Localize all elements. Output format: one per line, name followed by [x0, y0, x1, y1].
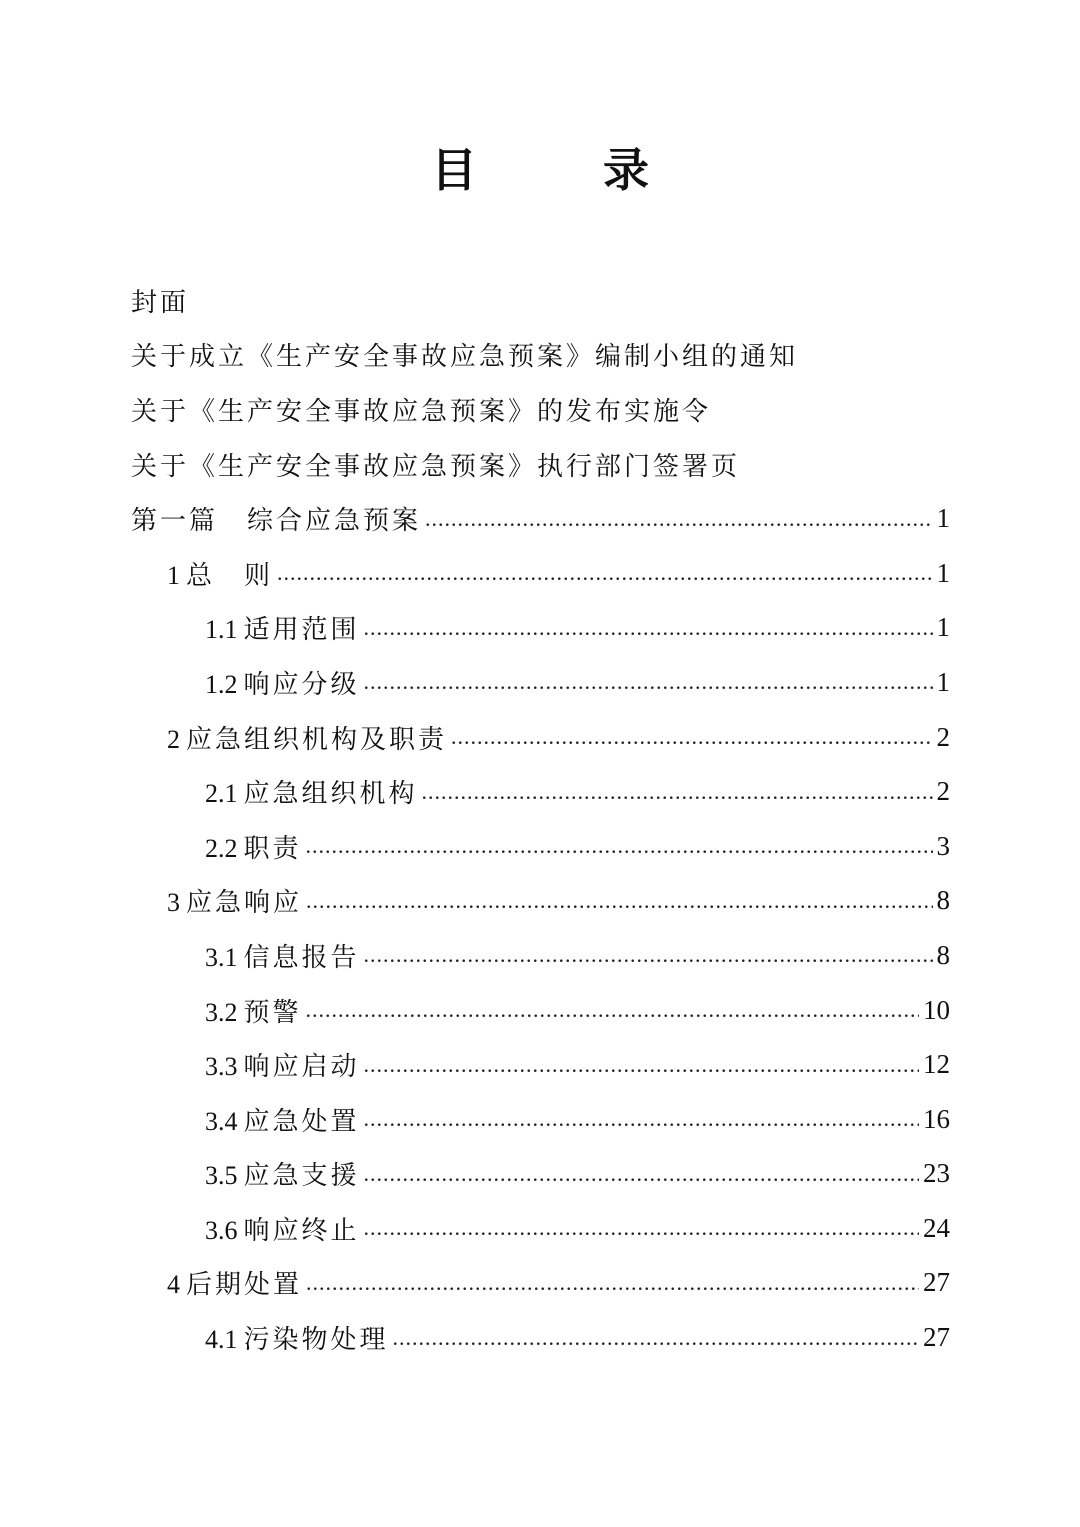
toc-entry-label: 应急组织机构 [243, 779, 418, 810]
toc-leader-dots [364, 1106, 919, 1132]
toc-front-label: 封面 [131, 287, 190, 318]
toc-entry-number: 3.3 [205, 1052, 238, 1082]
toc-leader-dots [393, 1325, 919, 1351]
toc-entry-label: 应急组织机构及职责 [186, 724, 448, 755]
toc-page-number: 8 [936, 939, 950, 970]
toc-page-number: 24 [923, 1212, 950, 1243]
toc-page-number: 2 [936, 776, 950, 807]
toc-leader-dots [306, 833, 933, 859]
toc-leader-dots [364, 669, 933, 695]
toc-leader-dots [306, 997, 919, 1023]
toc-entry-section-3-2[interactable] [131, 983, 950, 1038]
toc-page-number: 1 [936, 557, 950, 588]
toc-entry-section-3[interactable] [131, 874, 950, 929]
toc-entry-label: 应急支援 [243, 1161, 360, 1192]
toc-leader-dots [306, 1270, 919, 1296]
toc-page-number: 2 [936, 721, 950, 752]
toc-front-item-notice[interactable] [131, 328, 950, 383]
toc-entry-label: 响应终止 [243, 1215, 360, 1246]
toc-front-item-cover[interactable] [131, 273, 950, 328]
toc-front-label: 关于成立《生产安全事故应急预案》编制小组的通知 [131, 342, 799, 373]
toc-leader-dots [364, 942, 933, 968]
toc-leader-dots [364, 615, 933, 641]
toc-page-number: 8 [936, 885, 950, 916]
toc-leader-dots [364, 1215, 919, 1241]
toc-leader-dots [277, 560, 932, 586]
toc-leader-dots [422, 779, 933, 805]
toc-front-item-signatures[interactable] [131, 437, 950, 492]
toc-entry-number: 1 [167, 560, 180, 590]
toc-entry-number: 1.1 [205, 615, 238, 645]
toc-entry-label: 职责 [243, 833, 302, 864]
toc-entry-number: 3.5 [205, 1161, 238, 1191]
toc-page-number: 1 [936, 503, 950, 534]
toc-entry-label: 适用范围 [243, 615, 360, 646]
toc-entry-label: 预警 [243, 997, 302, 1028]
toc-entry-label: 污染物处理 [243, 1325, 389, 1356]
toc-entry-section-1-1[interactable] [131, 601, 950, 656]
toc-entry-number: 2.2 [205, 833, 238, 863]
toc-entry-section-1-2[interactable] [131, 655, 950, 710]
toc-entry-label: 响应分级 [243, 669, 360, 700]
toc-entry-number: 2 [167, 724, 180, 754]
page-title: 目 录 [431, 143, 689, 197]
toc-entry-number: 3 [167, 888, 180, 918]
toc-page-number: 23 [923, 1158, 950, 1189]
toc-entry-label: 总 则 [186, 560, 274, 591]
toc-entry-section-3-5[interactable] [131, 1147, 950, 1202]
toc-entry-number: 4 [167, 1270, 180, 1300]
toc-entry-number: 3.4 [205, 1106, 238, 1136]
toc-entry-number: 1.2 [205, 669, 238, 699]
toc-page-number: 27 [923, 1267, 950, 1298]
toc-entry-label: 后期处置 [186, 1270, 303, 1301]
toc-entry-part-1[interactable] [131, 491, 950, 546]
toc-page-number: 1 [936, 666, 950, 697]
toc-page-number: 16 [923, 1103, 950, 1134]
toc-front-item-order[interactable] [131, 382, 950, 437]
toc-leader-dots [364, 1052, 919, 1078]
toc-entry-section-2-1[interactable] [131, 764, 950, 819]
toc-entry-section-2-2[interactable] [131, 819, 950, 874]
toc-leader-dots [306, 888, 932, 914]
toc-front-label: 关于《生产安全事故应急预案》的发布实施令 [131, 396, 712, 427]
toc-entry-label: 应急处置 [243, 1106, 360, 1137]
toc-entry-label: 第一篇 综合应急预案 [131, 506, 422, 537]
toc-entry-section-3-6[interactable] [131, 1201, 950, 1256]
toc-page-number: 3 [936, 830, 950, 861]
toc-entry-number: 3.6 [205, 1215, 238, 1245]
toc-entry-number: 4.1 [205, 1325, 238, 1355]
toc-leader-dots [425, 506, 932, 532]
table-of-contents [131, 273, 950, 1365]
toc-entry-section-2[interactable] [131, 710, 950, 765]
toc-entry-section-3-3[interactable] [131, 1037, 950, 1092]
toc-entry-section-4[interactable] [131, 1256, 950, 1311]
toc-front-label: 关于《生产安全事故应急预案》执行部门签署页 [131, 451, 741, 482]
toc-entry-number: 2.1 [205, 779, 238, 809]
toc-entry-label: 响应启动 [243, 1052, 360, 1083]
toc-entry-section-3-4[interactable] [131, 1092, 950, 1147]
toc-page-number: 12 [923, 1049, 950, 1080]
toc-page-number: 27 [923, 1322, 950, 1353]
toc-entry-label: 应急响应 [186, 888, 303, 919]
toc-entry-section-3-1[interactable] [131, 928, 950, 983]
toc-page-number: 1 [936, 612, 950, 643]
toc-leader-dots [364, 1161, 919, 1187]
toc-entry-number: 3.2 [205, 997, 238, 1027]
toc-entry-number: 3.1 [205, 942, 238, 972]
toc-entry-label: 信息报告 [243, 942, 360, 973]
toc-entry-section-1[interactable] [131, 546, 950, 601]
toc-entry-section-4-1[interactable] [131, 1310, 950, 1365]
toc-page-number: 10 [923, 994, 950, 1025]
toc-leader-dots [451, 724, 932, 750]
